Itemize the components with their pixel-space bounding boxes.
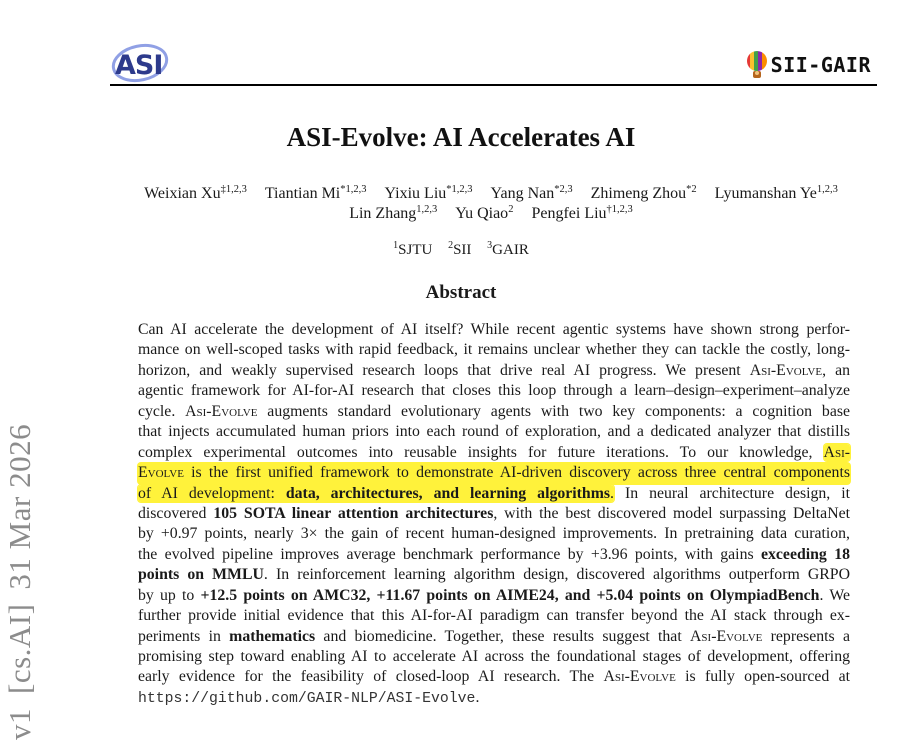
abstract-line: by +0.97 points, nearly 3× the gain of recent human-designed improvements. In pretraining data curation,: [138, 525, 850, 543]
arxiv-version: v1: [2, 708, 37, 740]
abstract-line: points on MMLU. In reinforcement learning algorithm design, discovered algorithms outperform GRPO: [138, 566, 850, 584]
abstract-line: Can AI accelerate the development of AI itself? While recent agentic systems have shown strong perfor-: [138, 321, 850, 338]
affiliation: $^1$SJTU: [393, 240, 433, 258]
sii-gair-text: SII-GAIR: [770, 53, 871, 77]
author: Zhimeng Zhou$^{*2}$: [590, 184, 697, 202]
affiliation-list: [0, 242, 922, 259]
github-link[interactable]: https://github.com/GAIR-NLP/ASI-Evolve: [138, 690, 476, 707]
sii-gair-logo: [745, 50, 871, 80]
abstract-line: of AI development: data, architectures, and learning algorithms. In neural architecture design, it: [138, 484, 851, 502]
author: Yang Nan$^{*2,3}$: [490, 184, 573, 202]
abstract-body: [138, 320, 850, 708]
system-name: Asi-Evolve: [185, 402, 258, 420]
abstract-heading: Abstract: [425, 282, 497, 303]
system-name: Asi-Evolve: [690, 627, 763, 645]
abstract-line: by up to +12.5 points on AMC32, +11.67 points on AIME24, and +5.04 points on OlympiadBench. We: [138, 586, 850, 604]
affiliation: $^3$GAIR: [487, 240, 529, 258]
system-name: Asi-Evolve: [603, 668, 676, 686]
author: Yixiu Liu$^{*1,2,3}$: [384, 184, 473, 202]
highlighted-line: Evolve is the first unified framework to demonstrate AI-driven discovery across three central components: [138, 463, 850, 483]
header-rule: [110, 84, 877, 86]
author: Yu Qiao$^2$: [455, 204, 514, 222]
affiliation: $^2$SII: [448, 240, 472, 258]
svg-text:ASI: ASI: [115, 50, 163, 81]
abstract-line: horizon, and weakly supervised research loops that drive real AI progress. We present Asi-Evolve, an: [138, 361, 851, 379]
highlighted-text: Asi-: [823, 443, 850, 461]
page-header: [110, 36, 877, 86]
paper-title: ASI-Evolve: AI Accelerates AI: [286, 122, 636, 152]
author: Weixian Xu$^{\ddagger 1,2,3}$: [144, 184, 247, 202]
abstract-line: mance on well-scoped tasks with rapid feedback, it remains unclear whether they can tackle the costly, long-: [138, 341, 850, 359]
abstract-line: promising step toward enabling AI to accelerate AI across the foundational stages of development, offering: [138, 648, 850, 665]
arxiv-category: [cs.AI]: [2, 603, 37, 694]
author: Lin Zhang$^{1,2,3}$: [349, 204, 438, 222]
abstract-line: discovered 105 SOTA linear attention architectures, with the best discovered model surpassing DeltaNet: [138, 504, 850, 522]
abstract-line: periments in mathematics and biomedicine. Together, these results suggest that Asi-Evolve represents a: [138, 627, 850, 645]
abstract-line: that injects accumulated human priors into each round of exploration, and a dedicated analyzer that distills: [138, 423, 850, 441]
arxiv-date: 31 Mar 2026: [2, 423, 37, 590]
abstract-line: the evolved pipeline improves average benchmark performance by +3.96 points, with gains exceeding 18: [138, 545, 850, 563]
hot-air-balloon-icon: [745, 50, 769, 80]
author-list: [100, 184, 882, 224]
author: Tiantian Mi$^{*1,2,3}$: [264, 184, 367, 202]
author: Pengfei Liu$^{\dagger 1,2,3}$: [531, 204, 633, 222]
abstract-line: https://github.com/GAIR-NLP/ASI-Evolve.: [138, 688, 480, 707]
asi-logo-icon: [110, 40, 172, 84]
abstract-line: agentic framework for AI-for-AI research that closes this loop through a learn–design–experiment–analyze: [138, 382, 850, 400]
abstract-line: early evidence for the feasibility of closed-loop AI research. The Asi-Evolve is fully open-sourced at: [138, 668, 850, 686]
abstract-line: complex experimental outcomes into reusable insights for future iterations. To our knowledge, Asi-: [138, 443, 850, 461]
system-name: Asi-Evolve: [749, 361, 823, 379]
highlighted-text: of AI development: data, architectures, and learning algorithms.: [138, 484, 614, 502]
abstract-line: further provide initial evidence that this AI-for-AI paradigm can transfer beyond the AI stack through ex-: [138, 607, 850, 625]
arxiv-stamp: [2, 410, 38, 740]
author: Lyumanshan Ye$^{1,2,3}$: [714, 184, 838, 202]
abstract-line: cycle. Asi-Evolve augments standard evolutionary agents with two key components: a cognition base: [138, 402, 850, 420]
